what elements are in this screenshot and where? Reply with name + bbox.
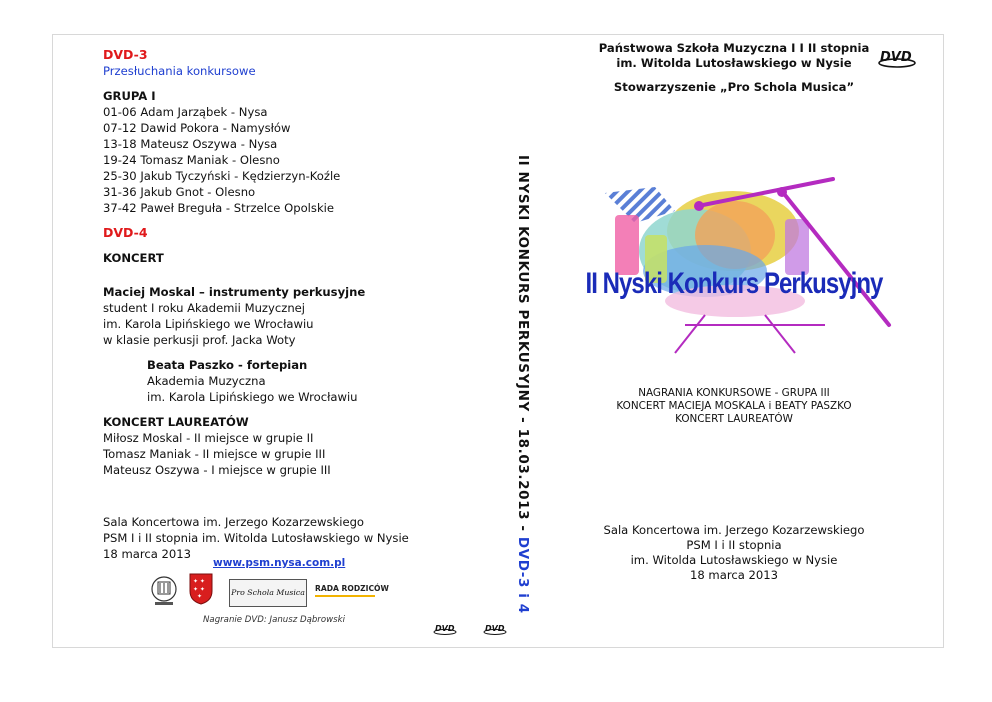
dvd-cover [52, 34, 944, 648]
coat-of-arms-icon [189, 573, 213, 609]
school-name-line: Państwowa Szkoła Muzyczna I I II stopnia [598, 41, 870, 55]
list-item: 37-42 Paweł Breguła - Strzelce Opolskie [103, 201, 335, 215]
venue-line: PSM I i II stopnia [686, 538, 782, 552]
venue-line: 18 marca 2013 [689, 568, 779, 582]
svg-text:DVD: DVD [485, 624, 505, 633]
performer1-name: Maciej Moskal – instrumenty perkusyjne [103, 285, 366, 299]
list-item: 01-06 Adam Jarząbek - Nysa [103, 105, 268, 119]
venue-line: Sala Koncertowa im. Jerzego Kozarzewskiego [103, 515, 365, 529]
contents-line: KONCERT MACIEJA MOSKALA i BEATY PASZKO [616, 400, 852, 412]
list-item: Mateusz Oszywa - I miejsce w grupie III [103, 463, 331, 477]
dvd-logo-icon [877, 48, 917, 72]
list-item: 25-30 Jakub Tyczyński - Kędzierzyn-Koźle [103, 169, 341, 183]
school-emblem-icon [149, 575, 179, 611]
grupa-list [103, 104, 483, 216]
performer1-line: im. Karola Lipińskiego we Wrocławiu [103, 317, 314, 331]
svg-text:DVD: DVD [435, 624, 455, 633]
list-item: Tomasz Maniak - II miejsce w grupie III [103, 447, 326, 461]
contest-title: II Nyski Konkurs Perkusyjny [585, 267, 883, 300]
venue-line: PSM I i II stopnia im. Witolda Lutosławskiego w Nysie [103, 531, 409, 545]
svg-text:✦ ✦: ✦ ✦ [193, 586, 205, 593]
performer1-line: w klasie perkusji prof. Jacka Woty [103, 333, 296, 347]
list-item: 31-36 Jakub Gnot - Olesno [103, 185, 256, 199]
contents-line: NAGRANIA KONKURSOWE - GRUPA III [638, 387, 830, 399]
contents-line: KONCERT LAUREATÓW [675, 413, 793, 425]
svg-text:DVD: DVD [880, 50, 912, 65]
performer2-line: Akademia Muzyczna [147, 374, 266, 388]
dvd-logo-icon [433, 620, 457, 639]
venue-line: 18 marca 2013 [103, 547, 192, 561]
list-item: Miłosz Moskal - II miejsce w grupie II [103, 431, 314, 445]
spine-title: II NYSKI KONKURS PERKUSYJNY - 18.03.2013 - DVD-3 i 4 [515, 155, 531, 614]
dvd3-subtitle: Przesłuchania konkursowe [103, 64, 256, 78]
performer2-name: Beata Paszko - fortepian [147, 358, 308, 372]
front-venue [525, 523, 943, 583]
association-name: Stowarzyszenie „Pro Schola Musica” [613, 80, 855, 94]
rada-rodzicow-logo: RADA RODZICÓW [315, 584, 389, 597]
spine-dvd-label: DVD-3 i 4 [515, 536, 531, 614]
front-cover [525, 35, 943, 647]
venue-line: Sala Koncertowa im. Jerzego Kozarzewskiego [603, 523, 865, 537]
performer1-line: student I roku Akademii Muzycznej [103, 301, 306, 315]
svg-text:✦: ✦ [197, 593, 203, 600]
list-item: 19-24 Tomasz Maniak - Olesno [103, 153, 280, 167]
dvd3-title: DVD-3 [103, 47, 148, 62]
grupa-title: GRUPA I [103, 89, 156, 103]
list-item: 13-18 Mateusz Oszywa - Nysa [103, 137, 278, 151]
pro-schola-musica-logo: Pro Schola Musica [229, 579, 307, 607]
koncert-title: KONCERT [103, 251, 164, 265]
dvd-contents [525, 387, 943, 426]
recording-credit: Nagranie DVD: Janusz Dąbrowski [203, 615, 345, 625]
laureaci-title: KONCERT LAUREATÓW [103, 415, 249, 429]
dvd4-title: DVD-4 [103, 225, 148, 240]
school-name-line: im. Witolda Lutosławskiego w Nysie [616, 56, 852, 70]
venue-line: im. Witolda Lutosławskiego w Nysie [630, 553, 838, 567]
back-cover [103, 47, 483, 562]
website-link[interactable]: www.psm.nysa.com.pl [213, 557, 346, 569]
svg-text:✦ ✦: ✦ ✦ [193, 578, 205, 585]
list-item: 07-12 Dawid Pokora - Namysłów [103, 121, 291, 135]
performer2-line: im. Karola Lipińskiego we Wrocławiu [147, 390, 358, 404]
dvd-logo-icon [483, 620, 507, 639]
